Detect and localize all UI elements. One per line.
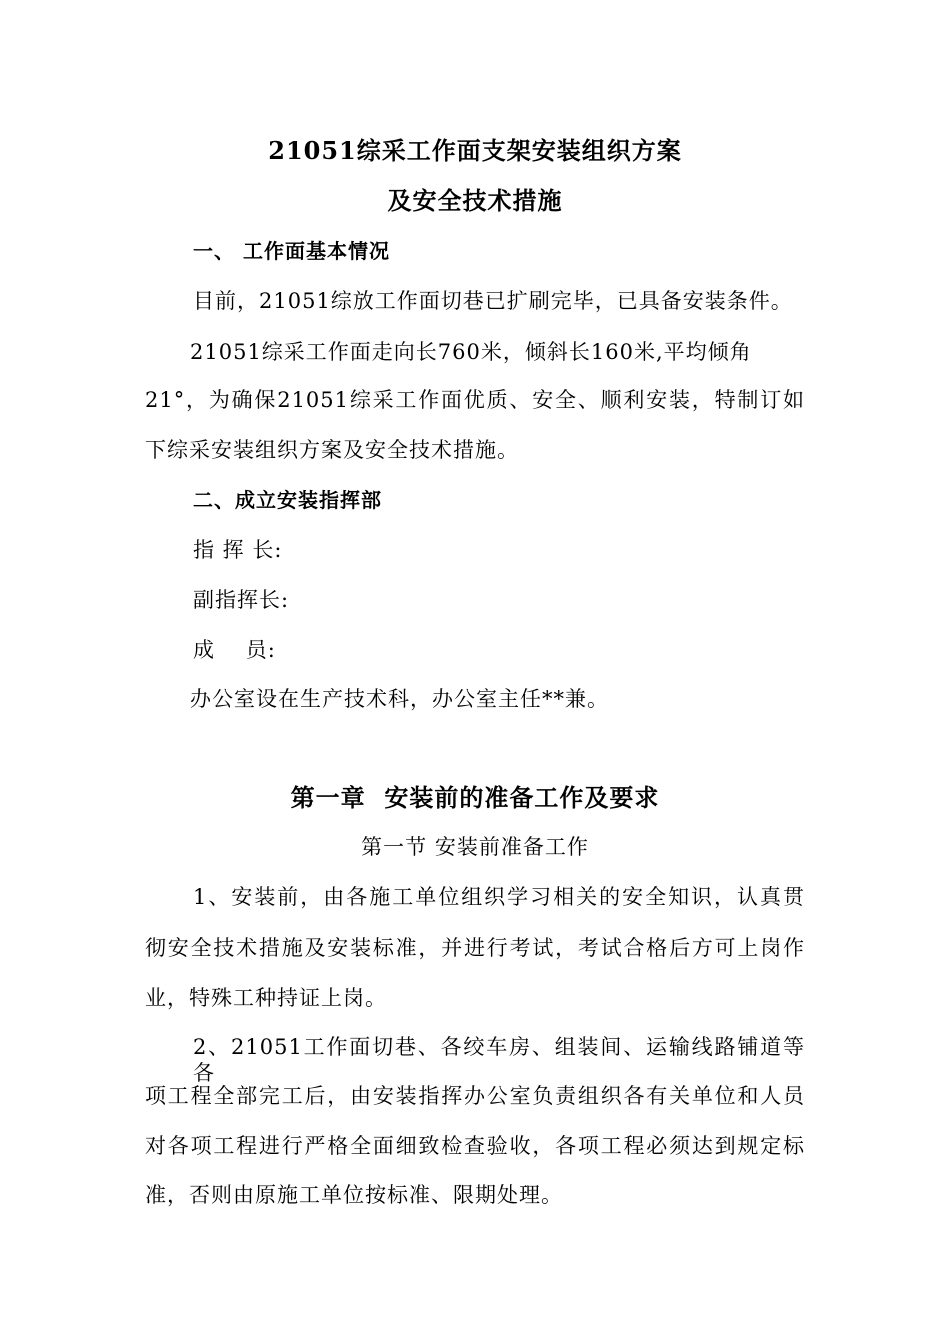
chapter1-section-title: 第一节 安装前准备工作 — [361, 835, 589, 859]
vice-commander-label: 副指挥长: — [193, 588, 290, 612]
section1-heading: 一、 工作面基本情况 — [193, 239, 390, 263]
item2-line4: 准，否则由原施工单位按标准、限期处理。 — [145, 1183, 563, 1207]
document-title-line1: 21051综采工作面支架安装组织方案 — [268, 136, 682, 165]
commander-label: 指 挥 长: — [193, 538, 283, 562]
item2-line2: 项工程全部完工后，由安装指挥办公室负责组织各有关单位和人员 — [145, 1084, 805, 1108]
section1-para2-line3: 下综采安装组织方案及安全技术措施。 — [145, 438, 519, 462]
item2-line1: 2、21051工作面切巷、各绞车房、组装间、运输线路铺道等各 — [193, 1035, 805, 1085]
members-label: 成 员: — [193, 638, 276, 662]
item2-line3: 对各项工程进行严格全面细致检查验收，各项工程必须达到规定标 — [145, 1134, 805, 1158]
item1-line1: 1、安装前，由各施工单位组织学习相关的安全知识，认真贯 — [193, 885, 805, 909]
section1-para2-line1: 21051综采工作面走向长760米，倾斜长160米,平均倾角 — [190, 340, 752, 364]
item1-line3: 业，特殊工种持证上岗。 — [145, 986, 387, 1010]
document-title-line2: 及安全技术措施 — [387, 186, 563, 215]
section1-para2-line2: 21°，为确保21051综采工作面优质、安全、顺利安装，特制订如 — [145, 388, 805, 412]
section2-heading: 二、成立安装指挥部 — [193, 488, 382, 512]
section1-para1: 目前，21051综放工作面切巷已扩刷完毕，已具备安装条件。 — [193, 289, 793, 313]
office-note: 办公室设在生产技术科，办公室主任**兼。 — [190, 687, 609, 711]
chapter1-title: 第一章 安装前的准备工作及要求 — [290, 783, 660, 812]
item1-line2: 彻安全技术措施及安装标准，并进行考试，考试合格后方可上岗作 — [145, 936, 805, 960]
